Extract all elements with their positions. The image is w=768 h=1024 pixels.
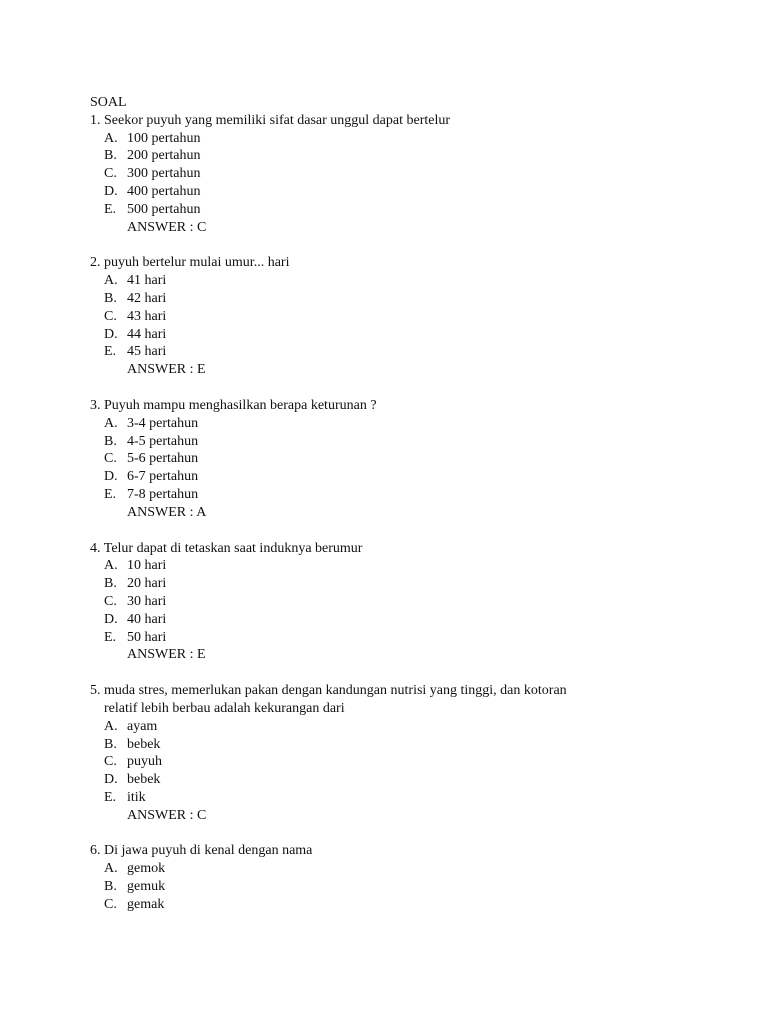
- option-text: 43 hari: [127, 308, 167, 324]
- option-letter: C.: [104, 593, 117, 609]
- option-c: [90, 450, 710, 468]
- option-letter: C.: [104, 451, 117, 467]
- option-text: 10 hari: [127, 558, 167, 574]
- document-title: SOAL: [90, 95, 127, 110]
- option-text: gemuk: [127, 879, 166, 895]
- option-letter: E.: [104, 629, 117, 645]
- option-letter: A.: [104, 273, 118, 289]
- option-text: 20 hari: [127, 576, 167, 592]
- option-e: [90, 629, 710, 647]
- answer-key: ANSWER : E: [127, 647, 206, 663]
- option-text: 50 hari: [127, 629, 167, 645]
- option-text: bebek: [127, 772, 161, 788]
- document-page: [90, 94, 710, 914]
- option-text: puyuh: [127, 754, 162, 770]
- option-letter: B.: [104, 148, 117, 164]
- option-text: 44 hari: [127, 326, 167, 342]
- question-1: [90, 112, 710, 237]
- option-text: ayam: [127, 718, 158, 734]
- option-e: [90, 486, 710, 504]
- option-e: [90, 789, 710, 807]
- option-text: gemak: [127, 896, 165, 912]
- option-a: [90, 415, 710, 433]
- answer-key: ANSWER : C: [127, 219, 207, 235]
- option-letter: D.: [104, 772, 118, 788]
- option-text: 200 pertahun: [127, 148, 201, 164]
- option-letter: E.: [104, 789, 117, 805]
- option-text: 300 pertahun: [127, 166, 201, 182]
- option-c: [90, 593, 710, 611]
- option-c: [90, 896, 710, 914]
- answer-key: ANSWER : E: [127, 362, 206, 378]
- option-a: [90, 860, 710, 878]
- question-2: [90, 254, 710, 379]
- option-text: 7-8 pertahun: [127, 486, 199, 502]
- option-b: [90, 147, 710, 165]
- option-letter: E.: [104, 344, 117, 360]
- option-d: [90, 468, 710, 486]
- option-letter: B.: [104, 576, 117, 592]
- option-a: [90, 718, 710, 736]
- option-text: 4-5 pertahun: [127, 433, 199, 449]
- option-d: [90, 183, 710, 201]
- option-text: 500 pertahun: [127, 201, 201, 217]
- question-text: 6. Di jawa puyuh di kenal dengan nama: [90, 843, 313, 859]
- question-4: [90, 540, 710, 665]
- option-a: [90, 272, 710, 290]
- option-c: [90, 753, 710, 771]
- option-letter: D.: [104, 326, 118, 342]
- question-text: 1. Seekor puyuh yang memiliki sifat dasar unggul dapat bertelur: [90, 112, 451, 128]
- question-6: [90, 842, 710, 913]
- option-text: itik: [127, 789, 146, 805]
- answer-key: ANSWER : C: [127, 807, 207, 823]
- option-d: [90, 611, 710, 629]
- option-letter: D.: [104, 183, 118, 199]
- option-c: [90, 165, 710, 183]
- question-3: [90, 397, 710, 522]
- option-text: 3-4 pertahun: [127, 415, 199, 431]
- option-letter: A.: [104, 130, 118, 146]
- answer-key: ANSWER : A: [127, 504, 207, 520]
- question-text: 4. Telur dapat di tetaskan saat induknya berumur: [90, 540, 363, 556]
- option-letter: C.: [104, 754, 117, 770]
- option-letter: A.: [104, 861, 118, 877]
- option-letter: C.: [104, 308, 117, 324]
- question-text: 2. puyuh bertelur mulai umur... hari: [90, 255, 290, 271]
- option-b: [90, 878, 710, 896]
- option-text: 6-7 pertahun: [127, 469, 199, 485]
- option-a: [90, 557, 710, 575]
- option-letter: C.: [104, 166, 117, 182]
- option-a: [90, 130, 710, 148]
- option-text: gemok: [127, 861, 166, 877]
- option-b: [90, 736, 710, 754]
- option-c: [90, 308, 710, 326]
- option-text: 42 hari: [127, 290, 167, 306]
- question-5: [90, 682, 710, 824]
- option-letter: A.: [104, 415, 118, 431]
- question-text: 3. Puyuh mampu menghasilkan berapa keturunan ?: [90, 397, 377, 413]
- option-text: 100 pertahun: [127, 130, 201, 146]
- option-e: [90, 201, 710, 219]
- option-letter: A.: [104, 718, 118, 734]
- option-letter: D.: [104, 611, 118, 627]
- option-e: [90, 343, 710, 361]
- option-letter: B.: [104, 879, 117, 895]
- question-text-continued: relatif lebih berbau adalah kekurangan dari: [104, 700, 345, 716]
- option-text: 45 hari: [127, 344, 167, 360]
- option-letter: B.: [104, 290, 117, 306]
- option-letter: C.: [104, 896, 117, 912]
- option-d: [90, 326, 710, 344]
- option-d: [90, 771, 710, 789]
- option-letter: E.: [104, 201, 117, 217]
- option-letter: A.: [104, 558, 118, 574]
- option-text: 41 hari: [127, 273, 167, 289]
- option-letter: B.: [104, 433, 117, 449]
- option-b: [90, 575, 710, 593]
- option-text: 30 hari: [127, 593, 167, 609]
- option-letter: B.: [104, 736, 117, 752]
- option-letter: E.: [104, 486, 117, 502]
- option-text: 40 hari: [127, 611, 167, 627]
- question-text: 5. muda stres, memerlukan pakan dengan kandungan nutrisi yang tinggi, dan kotoran: [90, 683, 567, 699]
- option-text: 5-6 pertahun: [127, 451, 199, 467]
- option-text: bebek: [127, 736, 161, 752]
- option-b: [90, 433, 710, 451]
- option-letter: D.: [104, 469, 118, 485]
- option-b: [90, 290, 710, 308]
- option-text: 400 pertahun: [127, 183, 201, 199]
